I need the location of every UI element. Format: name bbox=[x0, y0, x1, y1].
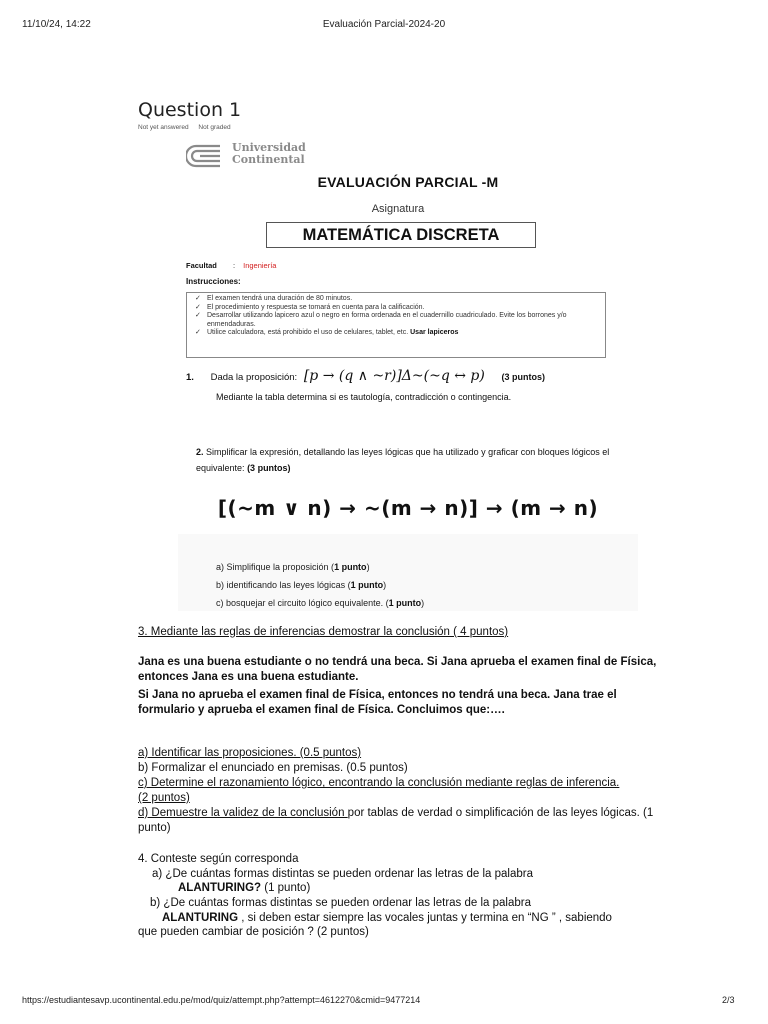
subitem: c) bosquejar el circuito lógico equivalente. (1 punto) bbox=[216, 598, 425, 608]
problem-2-points: (3 puntos) bbox=[247, 463, 291, 473]
check-icon: ✓ bbox=[195, 329, 201, 337]
university-logo-text: Universidad Continental bbox=[232, 141, 306, 166]
facultad-label: Facultad bbox=[186, 261, 217, 270]
asignatura-label: Asignatura bbox=[371, 203, 425, 215]
problem-1-instruction: Mediante la tabla determina si es tautología, contradicción o contingencia. bbox=[216, 392, 512, 402]
question-3-item-b: b) Formalizar el enunciado en premisas. (0.5 puntos) bbox=[138, 762, 408, 774]
answer-status: Not yet answered bbox=[138, 124, 189, 131]
question-3-heading: 3. Mediante las reglas de inferencias demostrar la conclusión ( 4 puntos) bbox=[138, 626, 509, 638]
question-3-item-c: c) Determine el razonamiento lógico, encontrando la conclusión mediante reglas de inferencia. (2 puntos) bbox=[138, 777, 620, 804]
facultad-row bbox=[186, 261, 276, 270]
instructions-label: Instrucciones: bbox=[186, 277, 241, 286]
print-page-title: Evaluación Parcial-2024-20 bbox=[322, 19, 446, 30]
subject-name: MATEMÁTICA DISCRETA bbox=[266, 222, 536, 248]
instruction-item: ✓ El procedimiento y respuesta se tomará en cuenta para la calificación. bbox=[195, 303, 425, 311]
question-4-b-line3: que pueden cambiar de posición ? (2 puntos) bbox=[138, 926, 369, 938]
question-title: Question 1 bbox=[138, 99, 242, 121]
question-3-item-a: a) Identificar las proposiciones. (0.5 puntos) bbox=[138, 747, 362, 759]
check-icon: ✓ bbox=[195, 303, 201, 311]
question-4-b: b) ¿De cuántas formas distintas se pueden ordenar las letras de la palabra bbox=[150, 897, 531, 909]
problem-2: 2. Simplificar la expresión, detallando las leyes lógicas que ha utilizado y graficar con bloques lógicos el equivalente: (3 puntos) bbox=[196, 447, 610, 473]
print-timestamp: 11/10/24, 14:22 bbox=[22, 19, 91, 30]
exam-title: EVALUACIÓN PARCIAL -M bbox=[317, 174, 499, 190]
problem-2-subitems bbox=[216, 558, 424, 612]
question-3-item-d: d) Demuestre la validez de la conclusión por tablas de verdad o simplificación de las leyes lógicas. (1 punto) bbox=[138, 807, 654, 834]
facultad-separator: : bbox=[232, 261, 236, 270]
question-4-heading: 4. Conteste según corresponda bbox=[138, 853, 299, 865]
problem-1: 1. Dada la proposición: [p → (q ∧ ~r)]Δ~(~q ↔ p) (3 puntos) bbox=[186, 368, 545, 384]
check-icon: ✓ bbox=[195, 295, 201, 302]
question-status bbox=[138, 124, 231, 131]
print-url: https://estudiantesavp.ucontinental.edu.pe/mod/quiz/attempt.php?attempt=4612270&cmid=9477214 bbox=[22, 995, 421, 1005]
instruction-item: ✓ Utilice calculadora, está prohibido el uso de celulares, tablet, etc. Usar lapiceros bbox=[195, 329, 459, 337]
check-icon: ✓ bbox=[195, 312, 201, 320]
instruction-item: ✓ Desarrollar utilizando lapicero azul o negro en forma ordenada en el cuadernillo cuadriculado. Evite los borrones y/o enmendaduras. bbox=[195, 312, 567, 328]
question-4-a-word: ALANTURING? (1 punto) bbox=[178, 882, 311, 894]
problem-1-formula: [p → (q ∧ ~r)]Δ~(~q ↔ p) bbox=[303, 368, 485, 384]
exam-image bbox=[178, 136, 638, 611]
question-4-b-word: ALANTURING , si deben estar siempre las vocales juntas y termina en “NG ” , sabiendo bbox=[162, 912, 612, 924]
question-3-para1: Jana es una buena estudiante o no tendrá una beca. Si Jana aprueba el examen final de Física, entonces Jana es una buena estudiante. bbox=[138, 656, 657, 683]
instruction-item: ✓ El examen tendrá una duración de 80 minutos. bbox=[195, 295, 353, 302]
question-3-para2: Si Jana no aprueba el examen final de Física, entonces no tendrá una beca. Jana trae el formulario y aprueba el examen final de Física. Concluimos que:…. bbox=[138, 689, 617, 716]
problem-2-expression: [(~m ∨ n) → ~(m → n)] → (m → n) bbox=[217, 496, 599, 520]
facultad-value: Ingeniería bbox=[243, 261, 277, 270]
problem-1-points: (3 puntos) bbox=[501, 372, 545, 382]
grade-status: Not graded bbox=[198, 124, 231, 131]
subitem: a) Simplifique la proposición (1 punto) bbox=[216, 562, 370, 572]
university-logo-icon bbox=[186, 142, 222, 170]
question-4-a: a) ¿De cuántas formas distintas se pueden ordenar las letras de la palabra bbox=[152, 868, 533, 880]
print-page-number: 2/3 bbox=[722, 995, 735, 1005]
subitem: b) identificando las leyes lógicas (1 punto) bbox=[216, 580, 387, 590]
instructions-box bbox=[186, 292, 606, 358]
